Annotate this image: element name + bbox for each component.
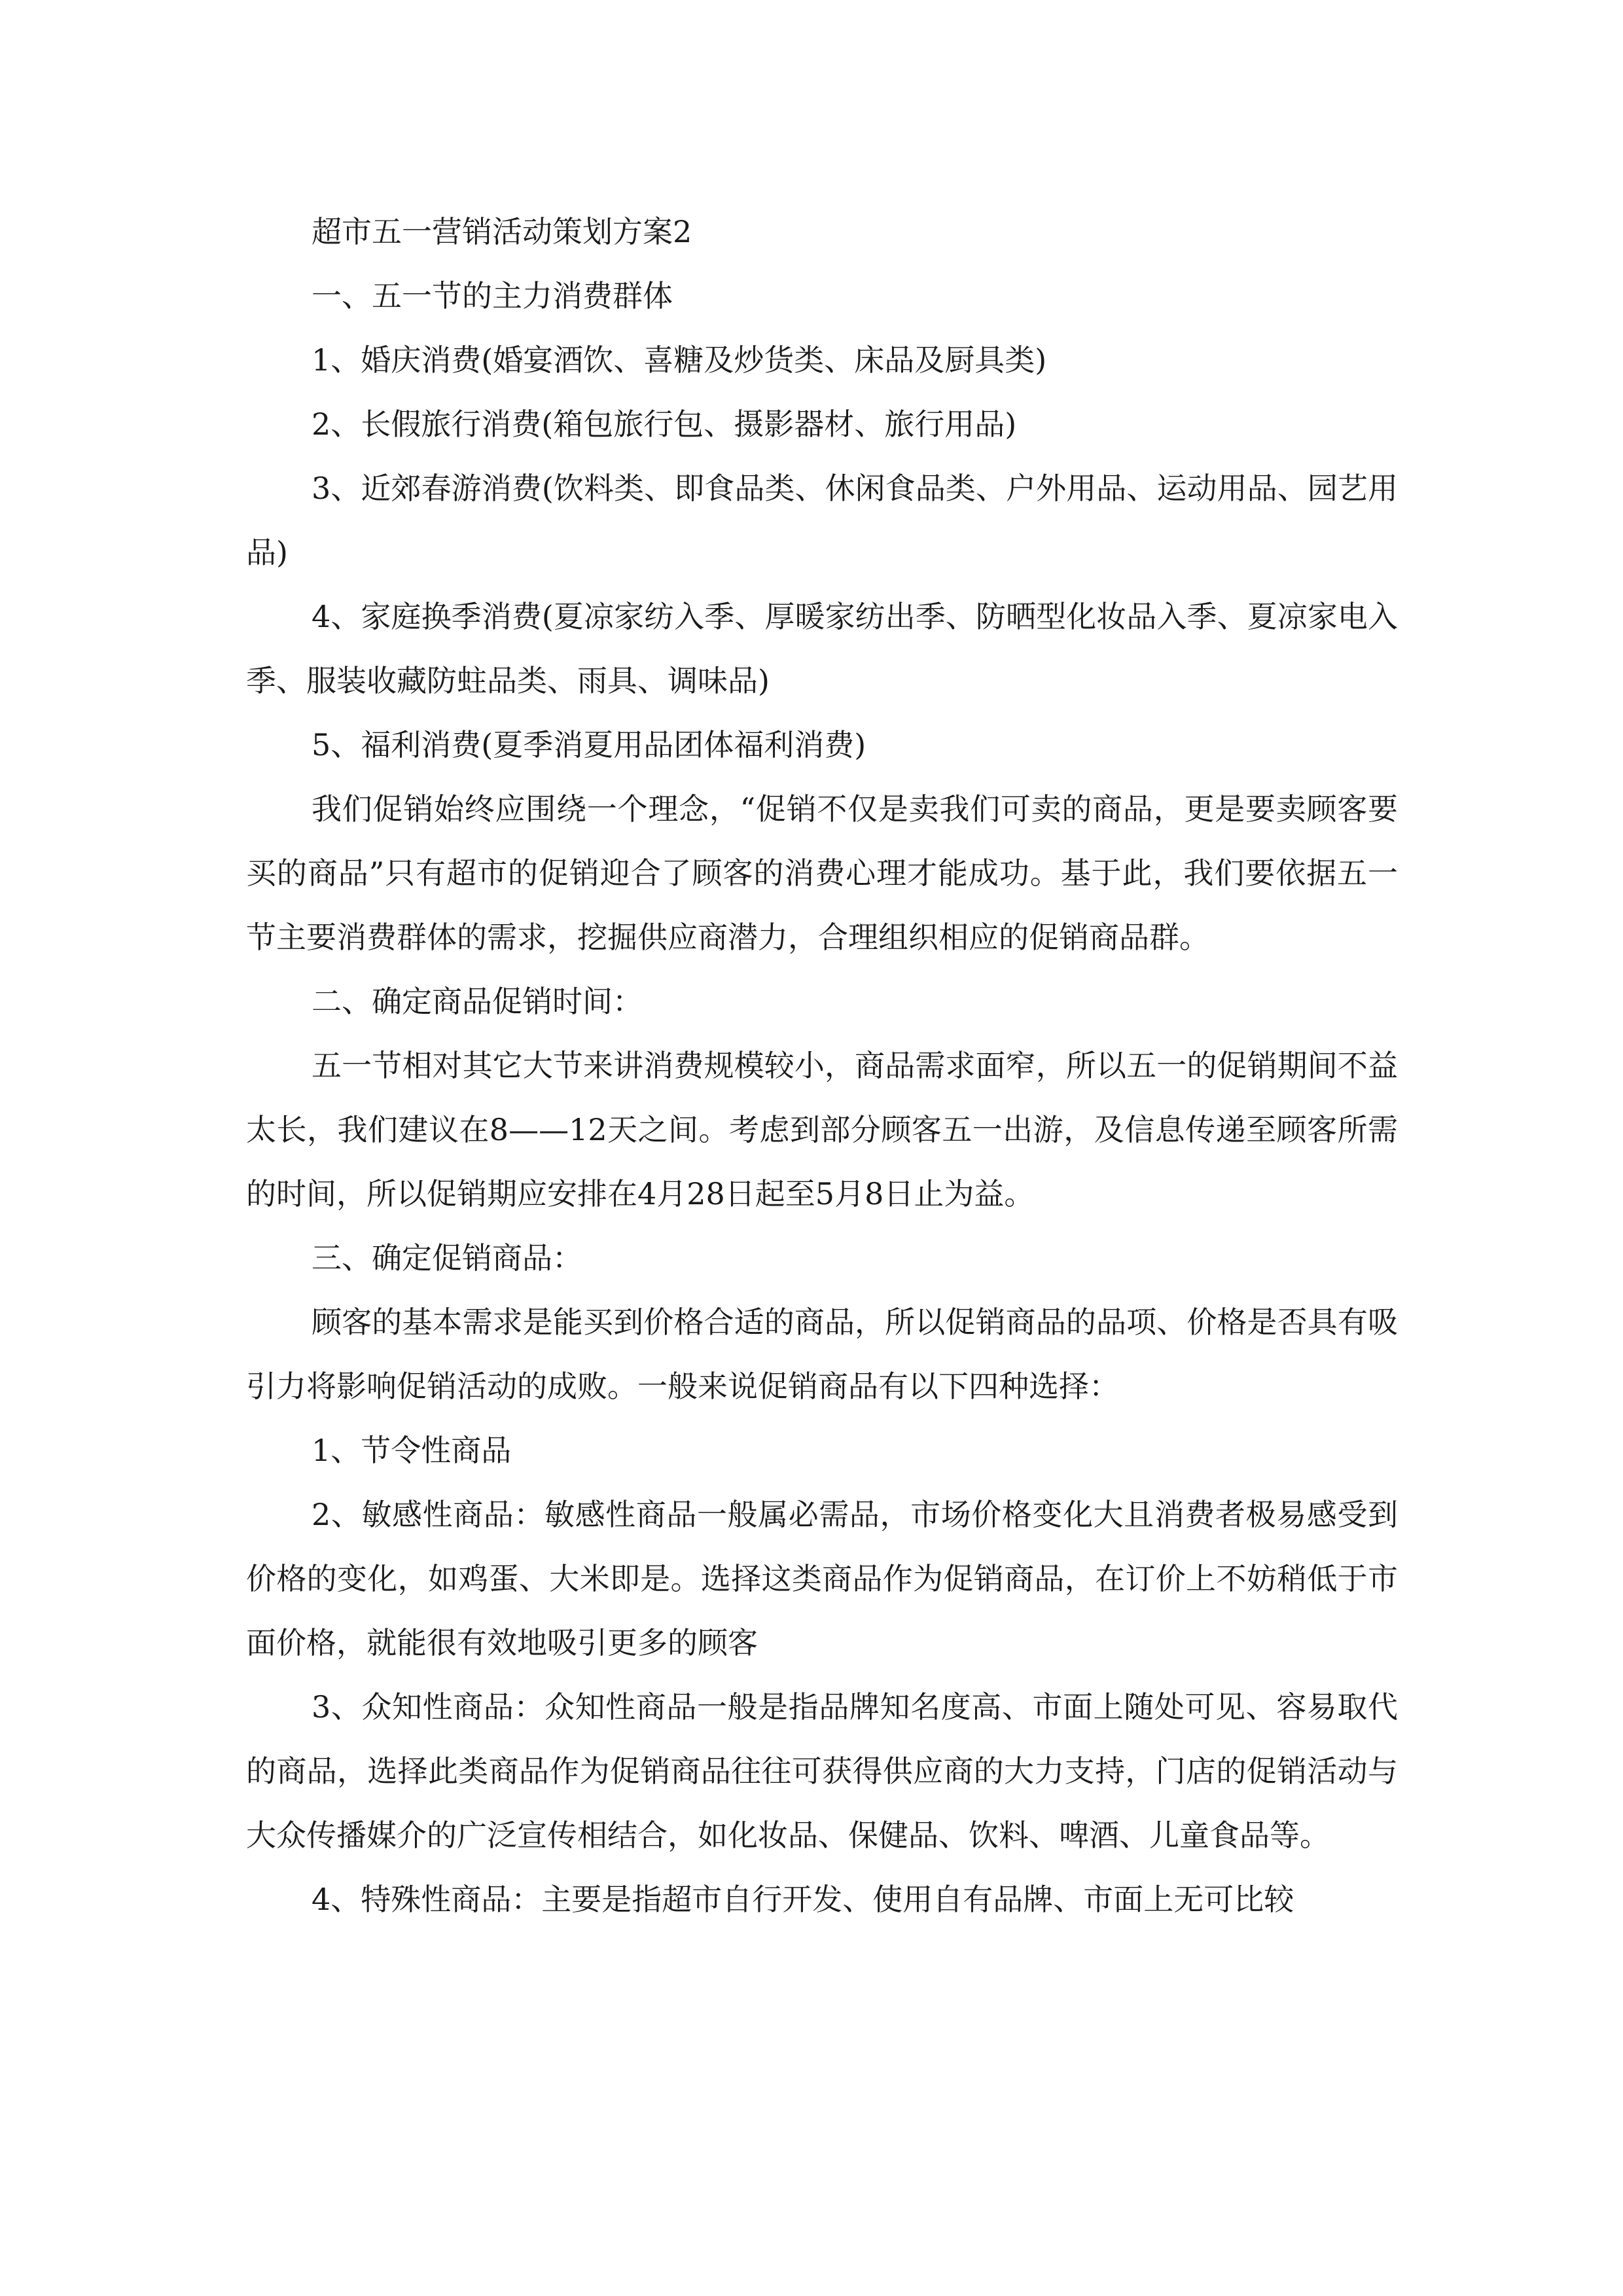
paragraph: 4、特殊性商品：主要是指超市自行开发、使用自有品牌、市面上无可比较 <box>312 1882 1294 1917</box>
paragraph: 1、婚庆消费(婚宴酒饮、喜糖及炒货类、床品及厨具类) <box>312 342 1047 378</box>
paragraph: 2、长假旅行消费(箱包旅行包、摄影器材、旅行用品) <box>312 406 1017 442</box>
paragraph: 2、敏感性商品：敏感性商品一般属必需品，市场价格变化大且消费者极易感受到价格的变化，如鸡蛋、大米即是。选择这类商品作为促销商品，在订价上不妨稍低于市面价格，就能很有效地吸引更多的顾客 <box>246 1497 1398 1660</box>
paragraph: 1、节令性商品 <box>312 1433 512 1468</box>
document-body <box>246 200 1398 1931</box>
paragraph: 一、五一节的主力消费群体 <box>312 278 673 314</box>
paragraph: 我们促销始终应围绕一个理念，“促销不仅是卖我们可卖的商品，更是要卖顾客要买的商品”只有超市的促销迎合了顾客的消费心理才能成功。基于此，我们要依据五一节主要消费群体的需求，挖掘供应商潜力，合理组织相应的促销商品群。 <box>246 791 1398 955</box>
document-title: 超市五一营销活动策划方案2 <box>312 214 692 249</box>
paragraph: 3、众知性商品：众知性商品一般是指品牌知名度高、市面上随处可见、容易取代的商品，选择此类商品作为促销商品往往可获得供应商的大力支持，门店的促销活动与大众传播媒介的广泛宣传相结合，如化妆品、保健品、饮料、啤酒、儿童食品等。 <box>246 1689 1398 1853</box>
paragraph: 顾客的基本需求是能买到价格合适的商品，所以促销商品的品项、价格是否具有吸引力将影响促销活动的成败。一般来说促销商品有以下四种选择： <box>246 1304 1398 1404</box>
paragraph: 5、福利消费(夏季消夏用品团体福利消费) <box>312 727 866 762</box>
paragraph: 3、近郊春游消费(饮料类、即食品类、休闲食品类、户外用品、运动用品、园艺用品) <box>246 471 1398 570</box>
paragraph: 二、确定商品促销时间： <box>312 984 643 1019</box>
paragraph: 五一节相对其它大节来讲消费规模较小，商品需求面窄，所以五一的促销期间不益太长，我们建议在8——12天之间。考虑到部分顾客五一出游，及信息传递至顾客所需的时间，所以促销期应安排在4月28日起至5月8日止为益。 <box>246 1048 1398 1211</box>
paragraph: 4、家庭换季消费(夏凉家纺入季、厚暖家纺出季、防晒型化妆品入季、夏凉家电入季、服装收藏防蛀品类、雨具、调味品) <box>246 599 1398 698</box>
paragraph: 三、确定促销商品： <box>312 1240 582 1276</box>
